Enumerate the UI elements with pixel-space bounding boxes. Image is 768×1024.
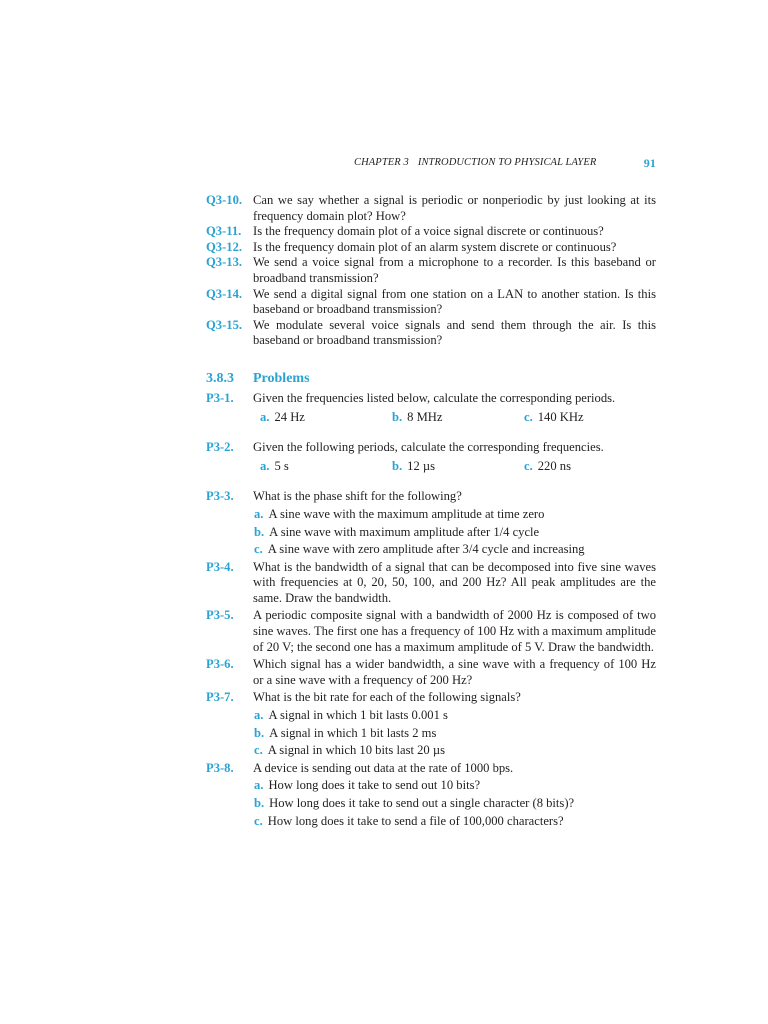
item-text: How long does it take to send a file of 100,000 characters? bbox=[267, 813, 564, 828]
problem-item bbox=[206, 440, 656, 456]
problem-text: Given the frequencies listed below, calculate the corresponding periods. bbox=[253, 390, 616, 405]
item-text: A signal in which 1 bit lasts 0.001 s bbox=[268, 708, 448, 723]
sub-item bbox=[206, 525, 656, 541]
problem-label: P3-6. bbox=[206, 657, 234, 672]
problem-text: What is the bandwidth of a signal that can be decomposed into five sine waves with frequencies at 0, 20, 50, 100, and 200 Hz? All peak amplitudes are the same. Draw the bandwidth. bbox=[253, 559, 656, 605]
option-text: 5 s bbox=[274, 458, 289, 473]
problem-text: A periodic composite signal with a bandwidth of 2000 Hz is composed of two sine waves. The first one has a frequency of 100 Hz with a maximum amplitude of 20 V; the second one has a maximum amplitude of 5 V. Draw the bandwidth. bbox=[253, 608, 657, 654]
option-letter: a. bbox=[260, 458, 270, 473]
question-item bbox=[206, 287, 656, 318]
problem-item bbox=[206, 608, 656, 655]
item-text: A sine wave with maximum amplitude after 1/4 cycle bbox=[269, 524, 540, 539]
question-label: Q3-11. bbox=[206, 224, 242, 239]
option-letter: b. bbox=[392, 409, 403, 424]
problem-text: What is the phase shift for the following? bbox=[253, 489, 462, 504]
question-text: We send a digital signal from one station on a LAN to another station. Is this baseband or broadband transmission? bbox=[253, 286, 656, 317]
item-letter: c. bbox=[254, 743, 263, 758]
page-number: 91 bbox=[643, 156, 656, 170]
question-label: Q3-14. bbox=[206, 286, 243, 301]
problem-label: P3-2. bbox=[206, 440, 234, 455]
problem-item bbox=[206, 690, 656, 706]
question-text: Is the frequency domain plot of a voice signal discrete or continuous? bbox=[253, 224, 604, 239]
sub-item bbox=[206, 726, 656, 742]
sub-item bbox=[206, 743, 656, 759]
question-label: Q3-13. bbox=[206, 255, 243, 270]
spacer bbox=[206, 474, 656, 489]
problem-label: P3-4. bbox=[206, 559, 234, 574]
item-letter: c. bbox=[254, 542, 263, 557]
problem-item bbox=[206, 391, 656, 407]
item-letter: b. bbox=[254, 725, 265, 740]
question-text: Is the frequency domain plot of an alarm system discrete or continuous? bbox=[253, 239, 617, 254]
sub-item bbox=[206, 708, 656, 724]
option-item bbox=[524, 459, 656, 475]
question-item bbox=[206, 193, 656, 224]
sub-item bbox=[206, 814, 656, 830]
item-text: A sine wave with the maximum amplitude at time zero bbox=[268, 506, 545, 521]
problem-label: P3-7. bbox=[206, 690, 234, 705]
option-letter: c. bbox=[524, 458, 533, 473]
problem-options bbox=[206, 459, 656, 475]
sub-item bbox=[206, 507, 656, 523]
problem-text: Which signal has a wider bandwidth, a sine wave with a frequency of 100 Hz or a sine wave with a frequency of 200 Hz? bbox=[253, 657, 656, 687]
option-item bbox=[260, 410, 392, 426]
sub-item bbox=[206, 542, 656, 558]
problem-label: P3-3. bbox=[206, 489, 234, 504]
option-letter: c. bbox=[524, 409, 533, 424]
problem-label: P3-8. bbox=[206, 760, 234, 775]
section-heading bbox=[206, 370, 656, 387]
page-header bbox=[354, 157, 656, 168]
question-text: Can we say whether a signal is periodic or nonperiodic by just looking at its frequency domain plot? How? bbox=[253, 193, 656, 223]
question-item bbox=[206, 255, 656, 286]
option-text: 220 ns bbox=[537, 458, 571, 473]
question-text: We modulate several voice signals and send them through the air. Is this baseband or broadband transmission? bbox=[253, 317, 656, 348]
sub-item bbox=[206, 796, 656, 812]
item-letter: a. bbox=[254, 506, 264, 521]
question-label: Q3-15. bbox=[206, 317, 243, 332]
problem-options bbox=[206, 410, 656, 426]
chapter-label: CHAPTER 3 bbox=[354, 157, 409, 168]
item-text: A sine wave with zero amplitude after 3/4 cycle and increasing bbox=[267, 542, 585, 557]
item-text: How long does it take to send out 10 bits? bbox=[268, 778, 481, 793]
option-item bbox=[260, 459, 392, 475]
problem-item bbox=[206, 657, 656, 688]
problem-item bbox=[206, 761, 656, 777]
problem-text: Given the following periods, calculate the corresponding frequencies. bbox=[253, 440, 604, 455]
section-title: Problems bbox=[253, 370, 310, 386]
option-item bbox=[392, 410, 524, 426]
problem-item bbox=[206, 489, 656, 505]
item-text: A signal in which 10 bits last 20 µs bbox=[267, 743, 446, 758]
option-letter: a. bbox=[260, 409, 270, 424]
option-text: 24 Hz bbox=[274, 409, 305, 424]
problem-item bbox=[206, 560, 656, 607]
question-label: Q3-10. bbox=[206, 193, 243, 207]
problem-label: P3-5. bbox=[206, 608, 234, 623]
item-text: A signal in which 1 bit lasts 2 ms bbox=[269, 725, 437, 740]
question-item bbox=[206, 318, 656, 349]
question-item bbox=[206, 224, 656, 240]
spacer bbox=[206, 425, 656, 440]
sub-item bbox=[206, 778, 656, 794]
question-item bbox=[206, 240, 656, 256]
option-text: 12 µs bbox=[407, 458, 436, 473]
chapter-title: INTRODUCTION TO PHYSICAL LAYER bbox=[417, 157, 597, 168]
problem-label: P3-1. bbox=[206, 390, 234, 405]
item-letter: a. bbox=[254, 778, 264, 793]
option-text: 140 KHz bbox=[537, 409, 584, 424]
section-number: 3.8.3 bbox=[206, 370, 234, 386]
option-item bbox=[524, 410, 656, 426]
problem-text: What is the bit rate for each of the following signals? bbox=[253, 690, 521, 705]
item-letter: b. bbox=[254, 524, 265, 539]
item-letter: b. bbox=[254, 796, 265, 810]
item-letter: c. bbox=[254, 813, 263, 828]
item-text: How long does it take to send out a single character (8 bits)? bbox=[269, 796, 575, 810]
option-item bbox=[392, 459, 524, 475]
question-label: Q3-12. bbox=[206, 239, 243, 254]
option-letter: b. bbox=[392, 458, 403, 473]
item-letter: a. bbox=[254, 708, 264, 723]
page-body bbox=[206, 193, 656, 829]
option-text: 8 MHz bbox=[407, 409, 443, 424]
problem-text: A device is sending out data at the rate of 1000 bps. bbox=[253, 760, 514, 775]
question-text: We send a voice signal from a microphone to a recorder. Is this baseband or broadband transmission? bbox=[253, 255, 656, 285]
